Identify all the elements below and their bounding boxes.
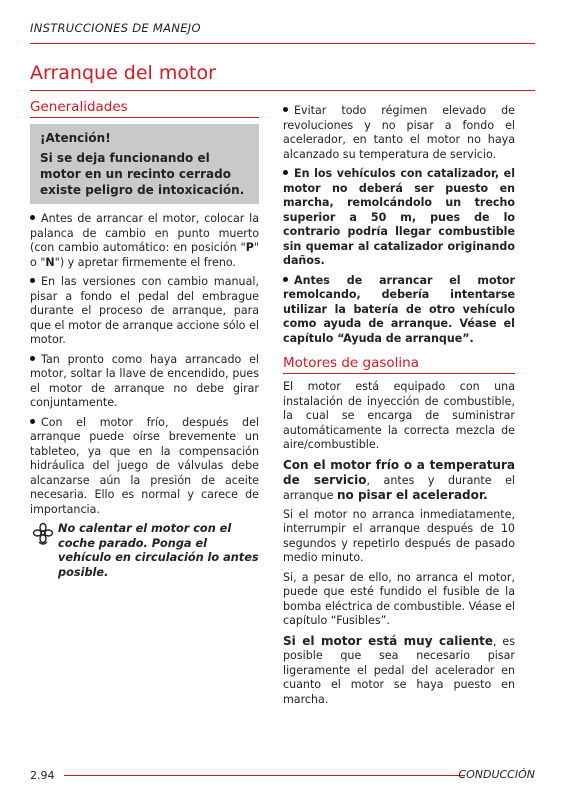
right-column bbox=[283, 104, 515, 712]
paragraph: Si el motor no arranca inmediatamente, interrumpir el arranque después de 10 segundos y repetirlo después de pasado medio minuto. bbox=[283, 507, 515, 564]
paragraph: Si el motor está muy caliente, es posible que sea necesario pisar ligeramente el pedal del acelerador en cuanto el motor se haya puesto en marcha. bbox=[283, 633, 515, 706]
bullet-paragraph: En las versiones con cambio manual, pisar a fondo el pedal del embrague durante el proceso de arranque, para que el motor de arranque accione sólo el motor. bbox=[30, 275, 259, 346]
bullet-icon bbox=[30, 419, 35, 424]
bullet-icon bbox=[283, 170, 288, 175]
bullet-icon bbox=[30, 215, 35, 220]
warning-text: Si se deja funcionando el motor en un recinto cerrado existe peligro de intoxicación. bbox=[40, 151, 245, 197]
paragraph: Con el motor frío o a temperatura de servicio, antes y durante el arranque no pisar el acelerador. bbox=[283, 457, 516, 502]
bullet-paragraph: Antes de arrancar el motor remolcando, debería intentarse utilizar la batería de otro vehículo como ayuda de arranque. Véase el capítulo “Ayuda de arranque”. bbox=[283, 273, 515, 345]
eco-note-text: No calentar el motor con el coche parado. Ponga el vehículo en circulación lo antes posible. bbox=[58, 522, 259, 579]
bullet-paragraph: En los vehículos con catalizador, el motor no deberá ser puesto en marcha, remolcándolo un trecho superior a 50 m, pues de lo contrario podría llegar combustible sin quemar al catalizador originando daños. bbox=[283, 167, 515, 267]
section-title-gasolina: Motores de gasolina bbox=[283, 355, 515, 374]
footer-section: CONDUCCIÓN bbox=[458, 768, 535, 781]
bullet-paragraph: Con el motor frío, después del arranque puede oírse brevemente un tableteo, ya que en la compensación hidráulica del juego de válvulas debe alcanzarse aún la presión de aceite necesaria. Ello es normal y carece de importancia. bbox=[30, 415, 259, 516]
bullet-paragraph: Tan pronto como haya arrancado el motor, soltar la llave de encendido, pues el motor de arranque no debe girar conjuntamente. bbox=[30, 352, 259, 409]
warning-box bbox=[30, 124, 259, 204]
page-title: Arranque del motor bbox=[30, 62, 216, 84]
left-column bbox=[30, 99, 259, 580]
bullet-paragraph: Evitar todo régimen elevado de revoluciones y no pisar a fondo el acelerador, en tanto el motor no haya alcanzado su temperatura de servicio. bbox=[283, 104, 515, 161]
page-number: 2.94 bbox=[30, 769, 55, 782]
bullet-paragraph: Antes de arrancar el motor, colocar la palanca de cambio en punto muerto (con cambio automático: en posición "P" o "N") y apretar firmemente el freno. bbox=[30, 212, 259, 269]
bullet-icon bbox=[283, 107, 288, 112]
bullet-icon bbox=[30, 278, 35, 283]
flower-icon bbox=[30, 521, 56, 547]
paragraph: El motor está equipado con una instalación de inyección de combustible, la cual se encarga de suministrar automáticamente la correcta mezcla de aire/combustible. bbox=[283, 380, 515, 451]
bullet-icon bbox=[283, 277, 288, 282]
warning-title: ¡Atención! bbox=[40, 131, 111, 145]
running-header: INSTRUCCIONES DE MANEJO bbox=[30, 21, 201, 35]
eco-note bbox=[30, 522, 259, 580]
bullet-icon bbox=[30, 356, 35, 361]
paragraph: Si, a pesar de ello, no arranca el motor, puede que esté fundido el fusible de la bomba eléctrica de combustible. Véase el capítulo “Fusibles”. bbox=[283, 570, 516, 627]
section-title-generalidades: Generalidades bbox=[30, 99, 259, 118]
footer-rule bbox=[64, 775, 465, 776]
title-rule bbox=[30, 90, 535, 91]
header-rule bbox=[30, 43, 535, 44]
